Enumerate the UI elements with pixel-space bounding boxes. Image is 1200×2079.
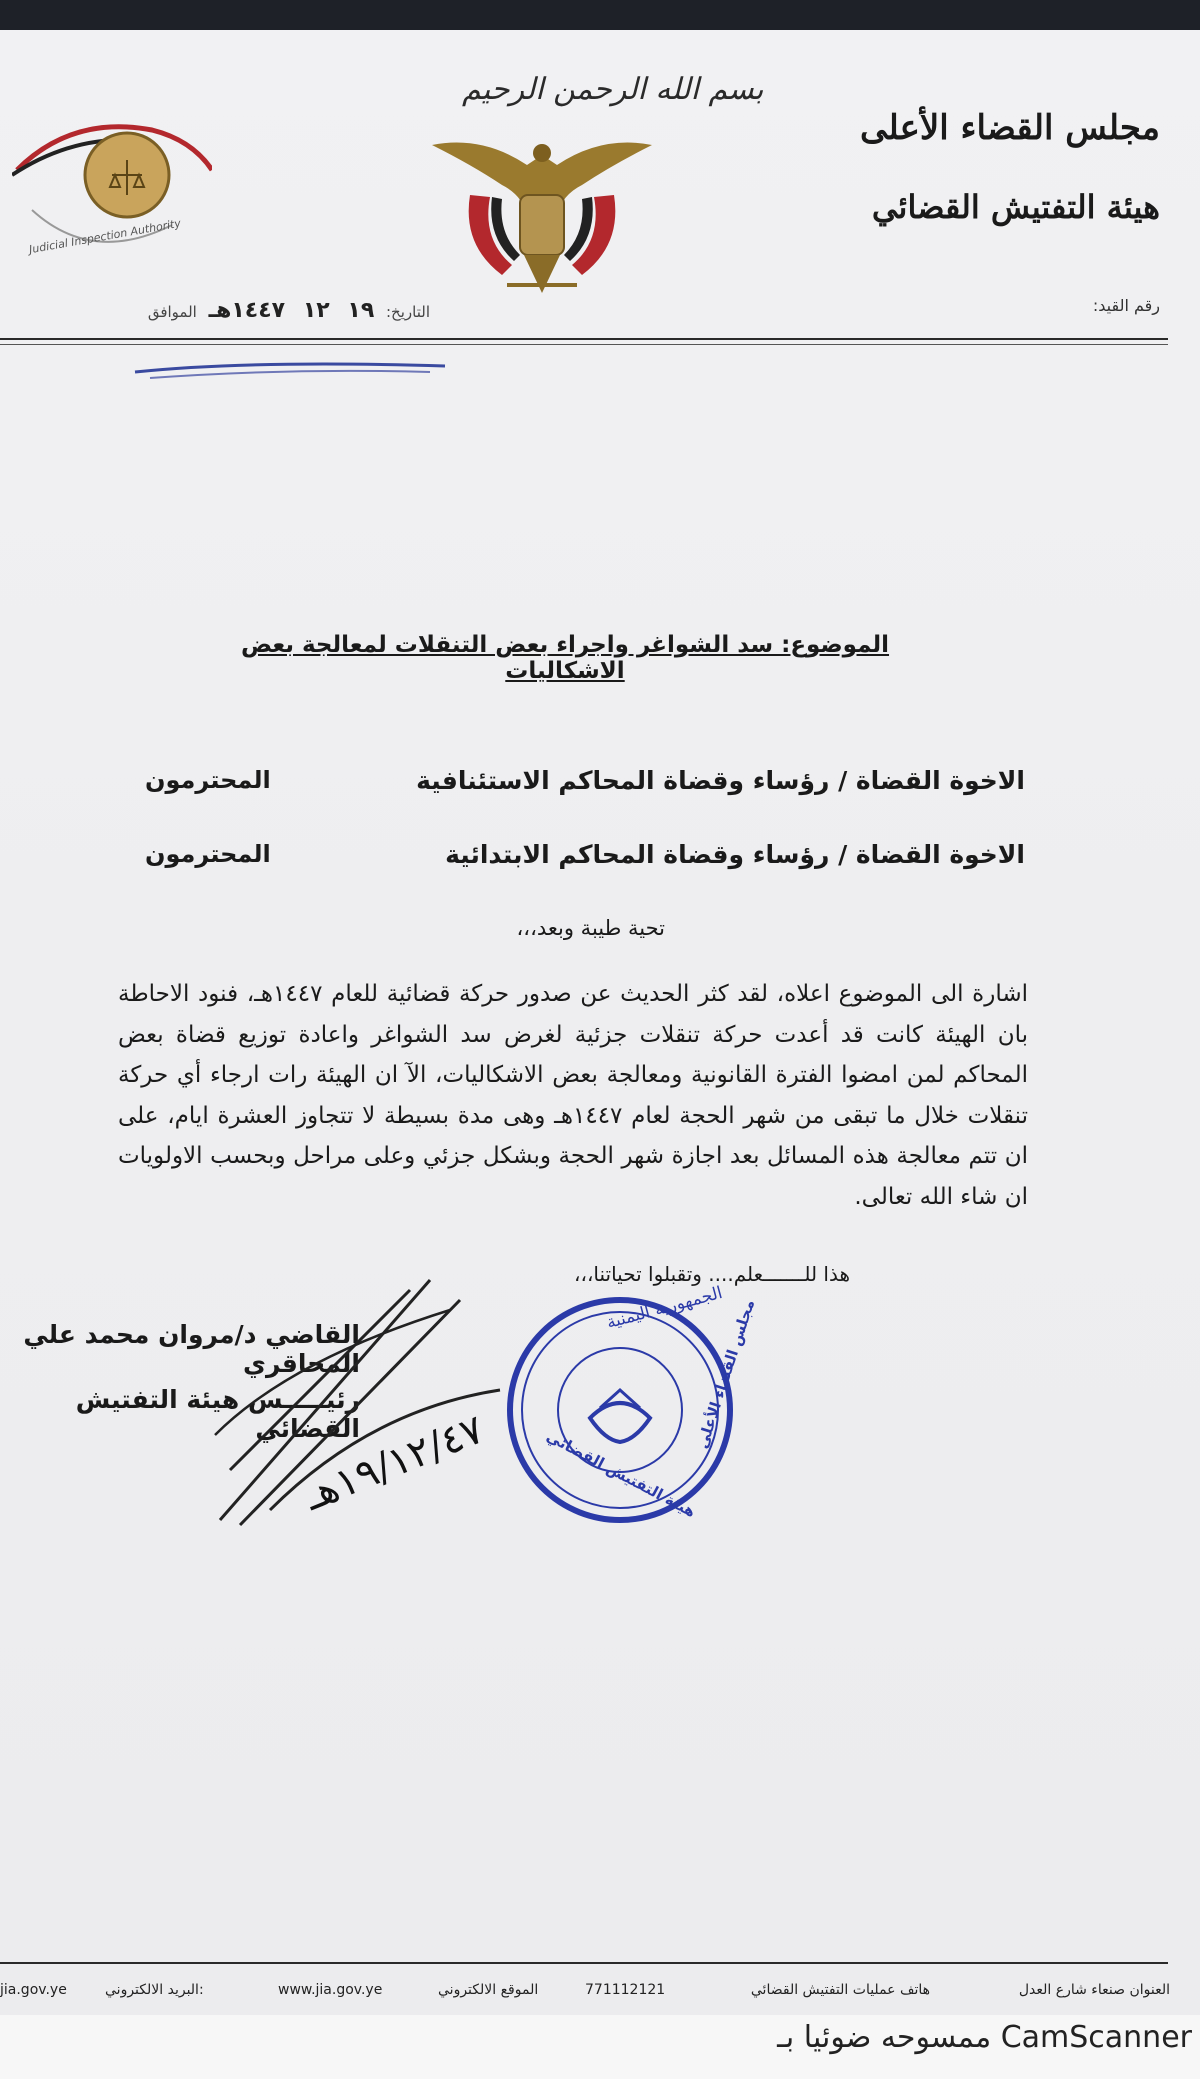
signatory-title: رئيـــــس هيئة التفتيش القضائي [75,1385,360,1443]
respect-suffix: المحترمون [145,766,271,794]
top-bar [0,0,1200,30]
footer-email-label: البريد الالكتروني: [105,1982,204,1998]
footer-address: العنوان صنعاء شارع العدل [1018,1982,1170,1998]
organization-name: مجلس القضاء الأعلى [860,108,1160,148]
footer-phone-label: هاتف عمليات التفتيش القضائي [750,1982,930,1998]
closing-line: هذا للـــــــعلم.... وتقبلوا تحياتنا،،، [574,1262,850,1286]
national-emblem-icon [432,125,652,305]
stamp-middle-text: مجلس القضاء الأعلى [693,1297,759,1451]
footer-phone: 771112121 [585,1982,666,1998]
greeting: تحية طيبة وبعد،،، [516,916,665,940]
date-day: ١٩ [347,298,375,323]
document-date [130,298,430,323]
basmala: بسم الله الرحمن الرحيم [462,72,764,107]
addressee-primary-courts: الاخوة القضاة / رؤساء وقضاة المحاكم الابتدائية [445,840,1025,869]
date-year: ١٤٤٧هـ [208,298,286,323]
authority-name: هيئة التفتيش القضائي [871,188,1160,226]
addressee-appeal-courts: الاخوة القضاة / رؤساء وقضاة المحاكم الاستئنافية [416,766,1025,795]
date-corresponding-label: الموافق [147,303,197,321]
scanner-watermark: ممسوحه ضوئيا بـ CamScanner [777,2020,1192,2055]
stamp-top-text: الجمهورية اليمنية [604,1282,725,1334]
authority-logo-caption: Judicial Inspection Authority [28,216,182,257]
date-month: ١٢ [302,298,330,323]
pen-stroke-decoration [130,352,450,382]
letter-body: اشارة الى الموضوع اعلاه، لقد كثر الحديث عن صدور حركة قضائية للعام ١٤٤٧هـ، فنود الاحاطة بان الهيئة كانت قد أعدت حركة تنقلات جزئية لغرض سد الشواغر واعادة توزيع قضاة بعض المحاكم لمن امضوا الفترة القانونية ومعالجة بعض الاشكاليات، الآ ان الهيئة رات ارجاء أي حركة تنقلات خلال ما تبقى من شهر الحجة لعام ١٤٤٧هـ وهى مدة بسيطة لا تتجاوز العشرة ايام، على ان تتم معالجة هذه المسائل بعد اجازة شهر الحجة وبشكل جزئي وعلى مراحل وبحسب الاولويات ان شاء الله تعالى. [118,981,1029,1210]
header-divider-thin [0,344,1168,345]
handwritten-date: ١٩/١٢/٤٧هـ [298,1406,491,1520]
signatory-name: القاضي د/مروان محمد علي المحاقري [23,1320,360,1378]
stamp-bottom-text: هيئة التفتيش القضائي [543,1427,699,1521]
respect-suffix: المحترمون [145,840,271,868]
reference-number-label: رقم القيد: [1092,296,1160,315]
footer-website-label: الموقع الالكتروني [438,1982,539,1998]
date-label: التاريخ: [386,303,430,321]
handwritten-signature-icon [210,1270,540,1540]
footer-website[interactable]: www.jia.gov.ye [278,1982,383,1998]
footer-divider [0,1962,1168,1964]
footer-email[interactable]: jia.gov.ye [0,1982,67,1998]
letter-subject: الموضوع: سد الشواغر واجراء بعض التنقلات لمعالجة بعض الاشكاليات [240,632,890,684]
header-divider [0,338,1168,340]
